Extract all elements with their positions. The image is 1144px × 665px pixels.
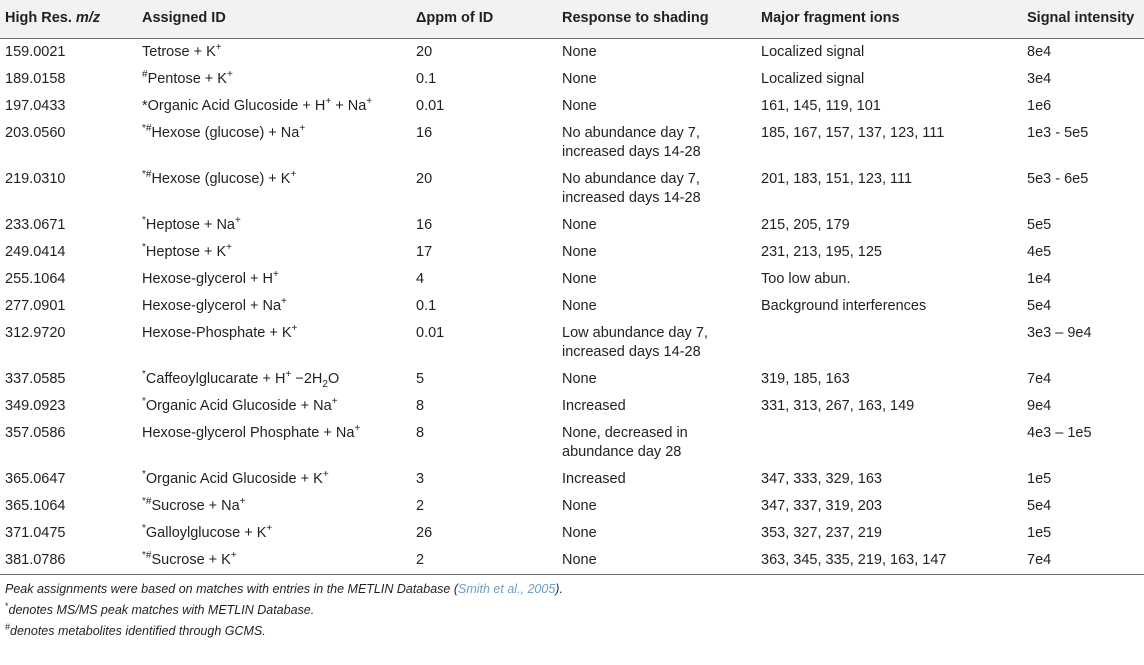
table-row (0, 120, 1144, 166)
cell-mz: 159.0021 (5, 44, 66, 60)
cell-intensity: 1e3 - 5e5 (1027, 125, 1089, 141)
cell-intensity: 5e4 (1027, 298, 1052, 314)
footnote-source: Peak assignments were based on matches with entries in the METLIN Database (Smith et al., 2005). (5, 582, 563, 596)
cell-fragments: 319, 185, 163 (761, 371, 850, 387)
header-mz: High Res. m/z (0, 0, 138, 39)
table-row (0, 212, 1144, 239)
table-row (0, 393, 1144, 420)
cell-intensity: 3e4 (1027, 71, 1052, 87)
cell-fragments: Localized signal (761, 71, 865, 87)
cell-mz: 203.0560 (5, 125, 66, 141)
cell-response: None (558, 547, 757, 575)
cell-assigned-id: *#Sucrose + K+ (138, 547, 412, 575)
cell-assigned-id: *Heptose + Na+ (142, 215, 241, 233)
table-body (0, 39, 1144, 575)
header-row (0, 0, 1144, 39)
cell-fragments: Too low abun. (761, 271, 851, 287)
cell-intensity: 9e4 (1027, 398, 1052, 414)
cell-response: No abundance day 7, increased days 14-28 (562, 171, 701, 206)
table-row (0, 420, 1144, 466)
cell-assigned-id: Hexose-glycerol + H+ (142, 269, 279, 287)
cell-delta-ppm: 0.1 (416, 298, 437, 314)
cell-response: No abundance day 7, increased days 14-28 (562, 125, 701, 160)
cell-response: None (562, 525, 597, 541)
cell-response: None (562, 371, 597, 387)
cell-response: None (562, 44, 597, 60)
cell-delta-ppm: 4 (416, 271, 425, 287)
cell-assigned-id: *Galloylglucose + K+ (142, 523, 273, 541)
table-row (0, 166, 1144, 212)
cell-response: None (562, 217, 597, 233)
cell-mz: 197.0433 (5, 98, 66, 114)
cell-assigned-id: *#Hexose (glucose) + Na+ (142, 123, 306, 141)
cell-intensity: 5e4 (1027, 498, 1052, 514)
cell-fragments: 201, 183, 151, 123, 111 (761, 171, 913, 187)
table-row (0, 239, 1144, 266)
cell-fragments: 331, 313, 267, 163, 149 (761, 398, 915, 414)
header-response: Response to shading (558, 0, 757, 39)
cell-assigned-id: *Organic Acid Glucoside + H+ + Na+ (142, 96, 373, 114)
cell-mz: 249.0414 (5, 244, 66, 260)
cell-assigned-id: #Pentose + K+ (142, 69, 233, 87)
table-row (0, 320, 1144, 366)
cell-delta-ppm: 16 (416, 125, 433, 141)
cell-delta-ppm: 3 (416, 471, 425, 487)
table-row (0, 520, 1144, 547)
cell-fragments: 347, 337, 319, 203 (761, 498, 882, 514)
table-row (0, 547, 1144, 575)
cell-mz: 357.0586 (5, 425, 66, 441)
cell-fragments: 363, 345, 335, 219, 163, 147 (757, 547, 1023, 575)
table-row (0, 366, 1144, 393)
header-fragments: Major fragment ions (757, 0, 1023, 39)
cell-mz: 219.0310 (5, 171, 66, 187)
cell-response: Low abundance day 7, increased days 14-28 (562, 325, 708, 360)
cell-delta-ppm: 0.1 (416, 71, 437, 87)
cell-intensity: 7e4 (1023, 547, 1144, 575)
cell-intensity: 5e5 (1027, 217, 1052, 233)
cell-delta-ppm: 0.01 (416, 325, 445, 341)
cell-mz: 381.0786 (0, 547, 138, 575)
cell-response: None (562, 71, 597, 87)
cell-response: None (562, 244, 597, 260)
cell-mz: 255.1064 (5, 271, 66, 287)
table-row (0, 93, 1144, 120)
header-assigned-id: Assigned ID (138, 0, 412, 39)
cell-fragments: Localized signal (761, 44, 865, 60)
cell-assigned-id: *Caffeoylglucarate + $H^+ -2H_2O$ (142, 369, 340, 390)
cell-assigned-id: Hexose-glycerol Phosphate + Na+ (142, 423, 361, 441)
table-row (0, 293, 1144, 320)
cell-delta-ppm: 2 (416, 498, 425, 514)
cell-intensity: 7e4 (1027, 371, 1052, 387)
cell-assigned-id: *#Sucrose + Na+ (142, 496, 246, 514)
cell-delta-ppm: 26 (416, 525, 433, 541)
cell-intensity: 5e3 - 6e5 (1027, 171, 1089, 187)
cell-delta-ppm: 16 (416, 217, 433, 233)
cell-assigned-id: Tetrose + K+ (142, 42, 222, 60)
cell-fragments: 161, 145, 119, 101 (761, 98, 881, 114)
table-footnotes (0, 575, 1144, 642)
cell-delta-ppm: 20 (416, 171, 433, 187)
cell-delta-ppm: 20 (416, 44, 433, 60)
cell-intensity: 4e5 (1027, 244, 1052, 260)
cell-response: None (562, 98, 597, 114)
cell-mz: 371.0475 (5, 525, 66, 541)
cell-fragments: 353, 327, 237, 219 (761, 525, 882, 541)
cell-intensity: 1e4 (1027, 271, 1052, 287)
cell-mz: 337.0585 (5, 371, 66, 387)
cell-fragments: 347, 333, 329, 163 (761, 471, 882, 487)
cell-response: None (562, 298, 597, 314)
cell-mz: 365.1064 (5, 498, 66, 514)
cell-intensity: 1e5 (1027, 525, 1052, 541)
cell-intensity: 8e4 (1027, 44, 1052, 60)
cell-assigned-id: *Organic Acid Glucoside + K+ (142, 469, 329, 487)
cell-delta-ppm: 2 (412, 547, 558, 575)
cell-delta-ppm: 0.01 (416, 98, 445, 114)
cell-fragments (757, 320, 1023, 366)
cell-delta-ppm: 8 (416, 425, 425, 441)
table-header (0, 0, 1144, 39)
cell-fragments: 185, 167, 157, 137, 123, 111 (761, 125, 945, 141)
footnote-gcms: #denotes metabolites identified through GCMS. (5, 621, 266, 638)
cell-mz: 365.0647 (5, 471, 66, 487)
table-row (0, 66, 1144, 93)
cell-fragments (757, 420, 1023, 466)
cell-fragments: Background interferences (761, 298, 927, 314)
cell-assigned-id: *Heptose + K+ (142, 242, 232, 260)
cell-delta-ppm: 17 (416, 244, 433, 260)
cell-response: None (562, 271, 597, 287)
cell-response: Increased (562, 398, 626, 414)
cell-fragments: 215, 205, 179 (761, 217, 850, 233)
footnote-msms: *denotes MS/MS peak matches with METLIN Database. (5, 600, 315, 617)
cell-assigned-id: Hexose-Phosphate + K+ (142, 323, 298, 341)
header-intensity: Signal intensity (1023, 0, 1144, 39)
cell-fragments: 231, 213, 195, 125 (761, 244, 882, 260)
cell-mz: 349.0923 (5, 398, 66, 414)
cell-assigned-id: *#Hexose (glucose) + K+ (142, 169, 297, 187)
cell-mz: 277.0901 (5, 298, 66, 314)
table-row (0, 39, 1144, 67)
cell-intensity: 1e5 (1027, 471, 1052, 487)
cell-assigned-id: *Organic Acid Glucoside + Na+ (142, 396, 338, 414)
table-row (0, 266, 1144, 293)
cell-intensity: 3e3 – 9e4 (1027, 325, 1092, 341)
table-row (0, 466, 1144, 493)
cell-response: None, decreased in abundance day 28 (562, 425, 688, 460)
cell-intensity: 4e3 – 1e5 (1027, 425, 1092, 441)
cell-response: None (562, 498, 597, 514)
cell-mz: 312.9720 (5, 325, 66, 341)
header-delta-ppm: Δppm of ID (412, 0, 558, 39)
cell-mz: 189.0158 (5, 71, 66, 87)
cell-intensity: 1e6 (1027, 98, 1052, 114)
cell-delta-ppm: 5 (416, 371, 425, 387)
table-row (0, 493, 1144, 520)
cell-response: Increased (562, 471, 626, 487)
cell-assigned-id: Hexose-glycerol + Na+ (142, 296, 287, 314)
cell-delta-ppm: 8 (416, 398, 425, 414)
cell-mz: 233.0671 (5, 217, 66, 233)
citation-link[interactable]: Smith et al., 2005 (458, 582, 556, 596)
